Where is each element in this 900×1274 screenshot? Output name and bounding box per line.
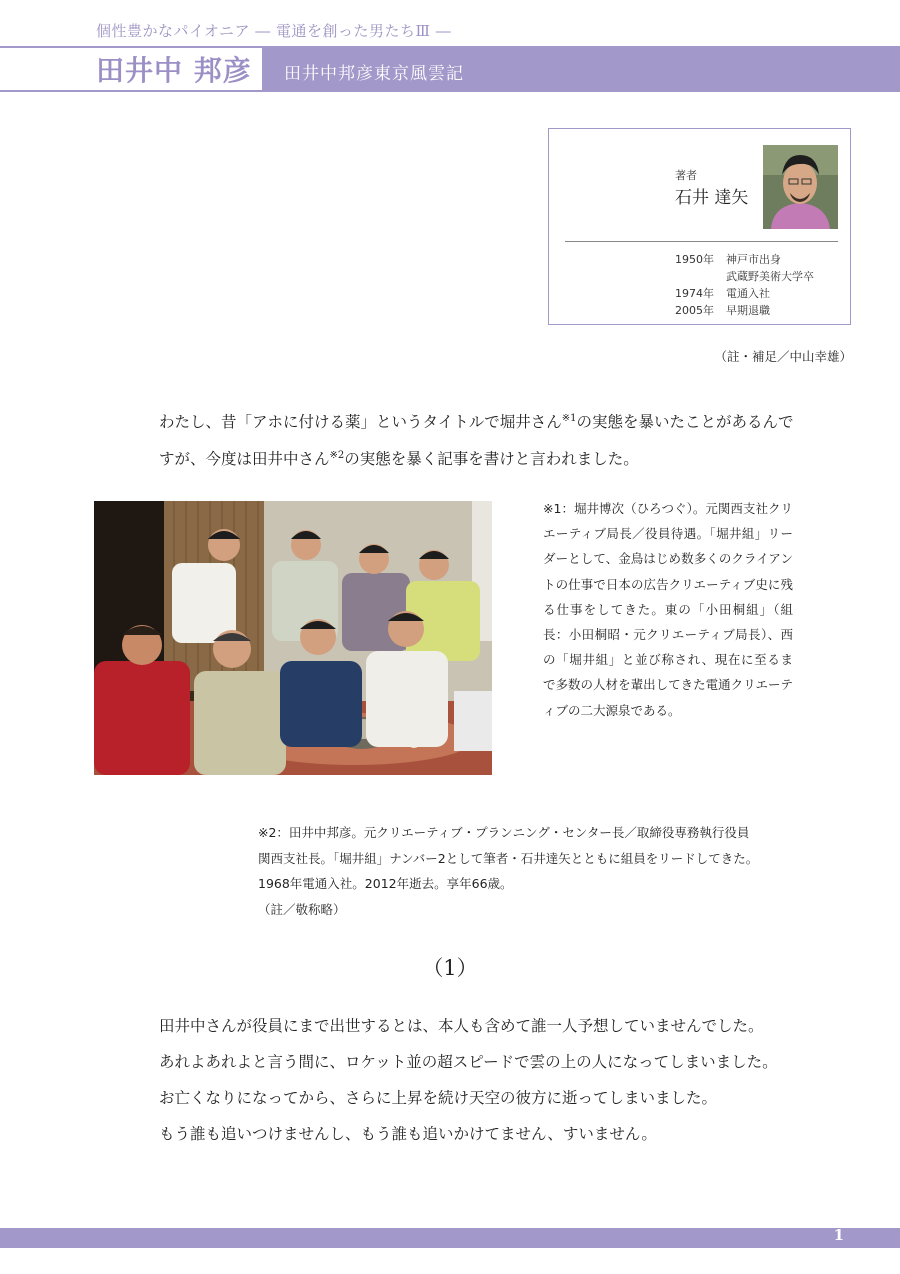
intro-paragraph: わたし、昔「アホに付ける薬」というタイトルで堀井さん$^{※1}$の実態を暴いたことがあるんで すが、今度は田井中さん$^{※2}$の実態を暴く記事を書けと言われました。	[159, 413, 794, 469]
body-line: 田井中さんが役員にまで出世するとは、本人も含めて誰一人予想していませんでした。	[159, 1017, 764, 1035]
group-photo	[94, 501, 492, 775]
body-line: あれよあれよと言う間に、ロケット並の超スピードで雲の上の人になってしまいました。	[159, 1053, 778, 1071]
page-title: 田井中 邦彦	[96, 54, 252, 87]
career-item: 1974年 電通入社	[675, 287, 770, 300]
page-subtitle: 田井中邦彦東京風雲記	[284, 64, 464, 84]
body-line: お亡くなりになってから、さらに上昇を続け天空の彼方に逝ってしまいました。	[159, 1089, 718, 1107]
author-photo	[763, 145, 838, 229]
author-role: 著者	[675, 169, 697, 182]
career-item: 2005年 早期退職	[675, 304, 770, 317]
card-divider	[565, 241, 838, 242]
footnote-ref-1: ※1	[561, 413, 577, 424]
series-title: 個性豊かなパイオニア ― 電通を創った男たちⅢ ―	[96, 22, 452, 40]
footer-bar	[0, 1228, 900, 1248]
author-name: 石井 達矢	[675, 188, 749, 208]
body-line: もう誰も追いつけませんし、もう誰も追いかけてません、すいません。	[159, 1125, 657, 1143]
footnote-2: ※2：田井中邦彦。元クリエーティブ・プランニング・センター長／取締役専務執行役員 関西支社長。「堀井組」ナンバー2として筆者・石井達矢とともに組員をリードしてきた。 1968年電通入社。2012年逝去。享年66歳。 （註／敬称略）	[258, 825, 759, 917]
career-list	[675, 251, 814, 319]
author-card	[548, 128, 851, 325]
career-item: 1950年 神戸市出身	[675, 253, 781, 266]
editor-note: （註・補足／中山幸雄）	[714, 349, 852, 364]
page-number: 1	[833, 1226, 844, 1244]
career-item: 武蔵野美術大学卒	[726, 270, 814, 283]
body-paragraph	[159, 1011, 819, 1155]
footnote-ref-2: ※2	[329, 450, 345, 461]
footnote-1: ※1：堀井博次（ひろつぐ）。元関西支社クリエーティブ局長／役員待遇。「堀井組」リーダーとして、金鳥はじめ数多くのクライアントの仕事で日本の広告クリエーティブ史に残る仕事をしてきた。東の「小田桐組」（組長：小田桐昭・元クリエーティブ局長）、西の「堀井組」と並び称され、現在に至るまで多数の人材を輩出してきた電通クリエーティブの二大源泉である。	[543, 501, 793, 718]
section-number: （1）	[422, 956, 478, 980]
